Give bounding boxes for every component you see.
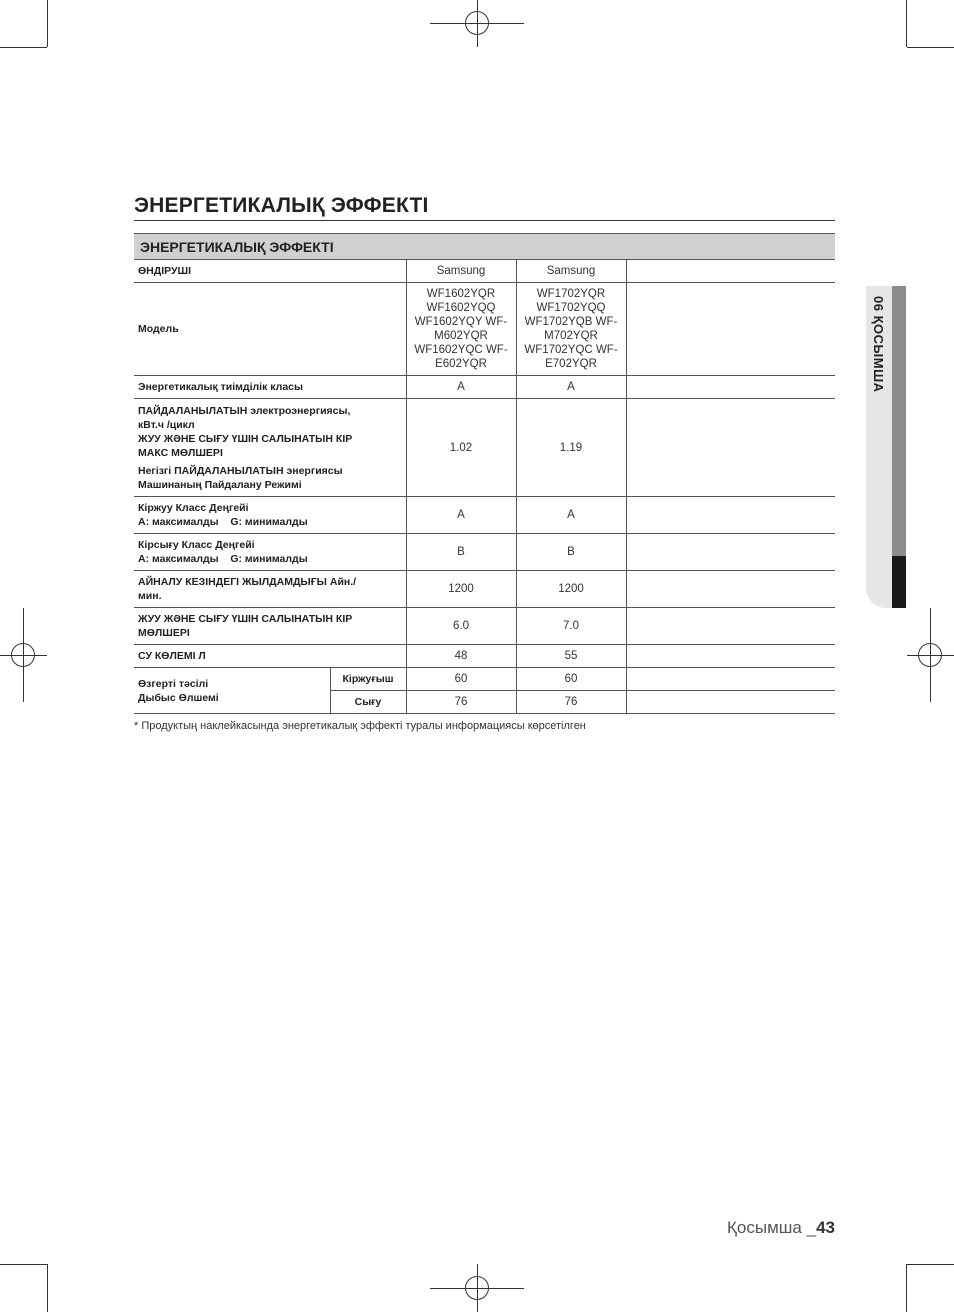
energy-class-label: Энергетикалық тиімділік класы (134, 376, 406, 399)
table-row (134, 376, 835, 399)
model-item: WF1702YQR (536, 288, 606, 300)
page-number: 43 (816, 1218, 835, 1237)
energy-use-label: ПАЙДАЛАНЫЛАТЫН электроэнергиясы, кВт.ч /цикл ЖУУ ЖӘНЕ СЫҒУ ҮШІН САЛЫНАТЫН КІР МАКС МӨЛШЕРІ Негізгі ПАЙДАЛАНЫЛАТЫН энергиясы Машинаның Пайдалану Режимі (134, 399, 406, 497)
spin-speed-value-1: 1200 (406, 571, 516, 608)
model-label: Модель (134, 283, 406, 376)
noise-wash-value-2: 60 (516, 668, 626, 691)
model-item: WF1702YQC (524, 344, 593, 356)
spin-class-value-2: B (516, 534, 626, 571)
noise-spin-value-1: 76 (406, 691, 516, 714)
model-item: WF1602YQC (414, 344, 483, 356)
model-item: WF-E702YQR (545, 344, 618, 370)
energy-use-value-2: 1.19 (516, 399, 626, 497)
footnote: * Продуктың наклейкасында энергетикалық эффекті туралы информациясы көрсетілген (134, 720, 586, 732)
spin-speed-label: АЙНАЛУ КЕЗІНДЕГІ ЖЫЛДАМДЫҒЫ Айн./ мин. (134, 571, 406, 608)
table-row (134, 608, 835, 645)
side-tab-label: 06 ҚОСЫМША (871, 296, 886, 393)
model-item: WF-E602YQR (435, 344, 508, 370)
wash-class-label: Кіржуу Класс Деңгейі A: максималды G: минималды (134, 497, 406, 534)
model-item: WF1602YQY (414, 316, 483, 328)
table-row (134, 399, 835, 497)
page-title: ЭНЕРГЕТИКАЛЫҚ ЭФФЕКТІ (134, 194, 835, 221)
table-row (134, 571, 835, 608)
table-row (134, 260, 835, 283)
energy-efficiency-table (134, 233, 835, 714)
model-item: WF1702YQB (524, 316, 593, 328)
noise-label: Өзгерті тәсілі Дыбыс Өлшемі (134, 668, 330, 714)
model-item: WF-M602YQR (434, 316, 508, 342)
model-list-1 (406, 283, 516, 376)
spin-speed-value-2: 1200 (516, 571, 626, 608)
table-header-row (134, 234, 835, 260)
spin-class-label: Кірсығу Класс Деңгейі A: максималды G: минималды (134, 534, 406, 571)
manufacturer-label: ӨНДІРУШІ (134, 260, 406, 283)
noise-wash-value-1: 60 (406, 668, 516, 691)
wash-class-value-1: A (406, 497, 516, 534)
spin-class-value-1: B (406, 534, 516, 571)
page-footer (727, 1218, 835, 1238)
table-header: ЭНЕРГЕТИКАЛЫҚ ЭФФЕКТІ (134, 234, 835, 260)
table-row (134, 283, 835, 376)
water-label: СУ КӨЛЕМІ Л (134, 645, 406, 668)
side-tab-marker (892, 556, 906, 608)
capacity-label: ЖУУ ЖӘНЕ СЫҒУ ҮШІН САЛЫНАТЫН КІР МӨЛШЕРІ (134, 608, 406, 645)
table-row (134, 534, 835, 571)
model-item: WF-M702YQR (544, 316, 618, 342)
side-tab-bar (892, 286, 906, 556)
model-item: WF1602YQR (426, 288, 496, 300)
noise-spin-value-2: 76 (516, 691, 626, 714)
noise-spin-label: Сығу (330, 691, 406, 714)
manufacturer-value-1: Samsung (406, 260, 516, 283)
table-row (134, 668, 835, 691)
water-value-1: 48 (406, 645, 516, 668)
table-row (134, 645, 835, 668)
capacity-value-1: 6.0 (406, 608, 516, 645)
table-row (134, 497, 835, 534)
model-item: WF1702YQQ (536, 302, 606, 314)
model-list-2 (516, 283, 626, 376)
manufacturer-value-2: Samsung (516, 260, 626, 283)
energy-use-value-1: 1.02 (406, 399, 516, 497)
energy-class-value-1: A (406, 376, 516, 399)
footer-section: Қосымша _ (727, 1218, 817, 1237)
noise-wash-label: Кіржуғыш (330, 668, 406, 691)
wash-class-value-2: A (516, 497, 626, 534)
energy-class-value-2: A (516, 376, 626, 399)
model-item: WF1602YQQ (426, 302, 496, 314)
water-value-2: 55 (516, 645, 626, 668)
capacity-value-2: 7.0 (516, 608, 626, 645)
